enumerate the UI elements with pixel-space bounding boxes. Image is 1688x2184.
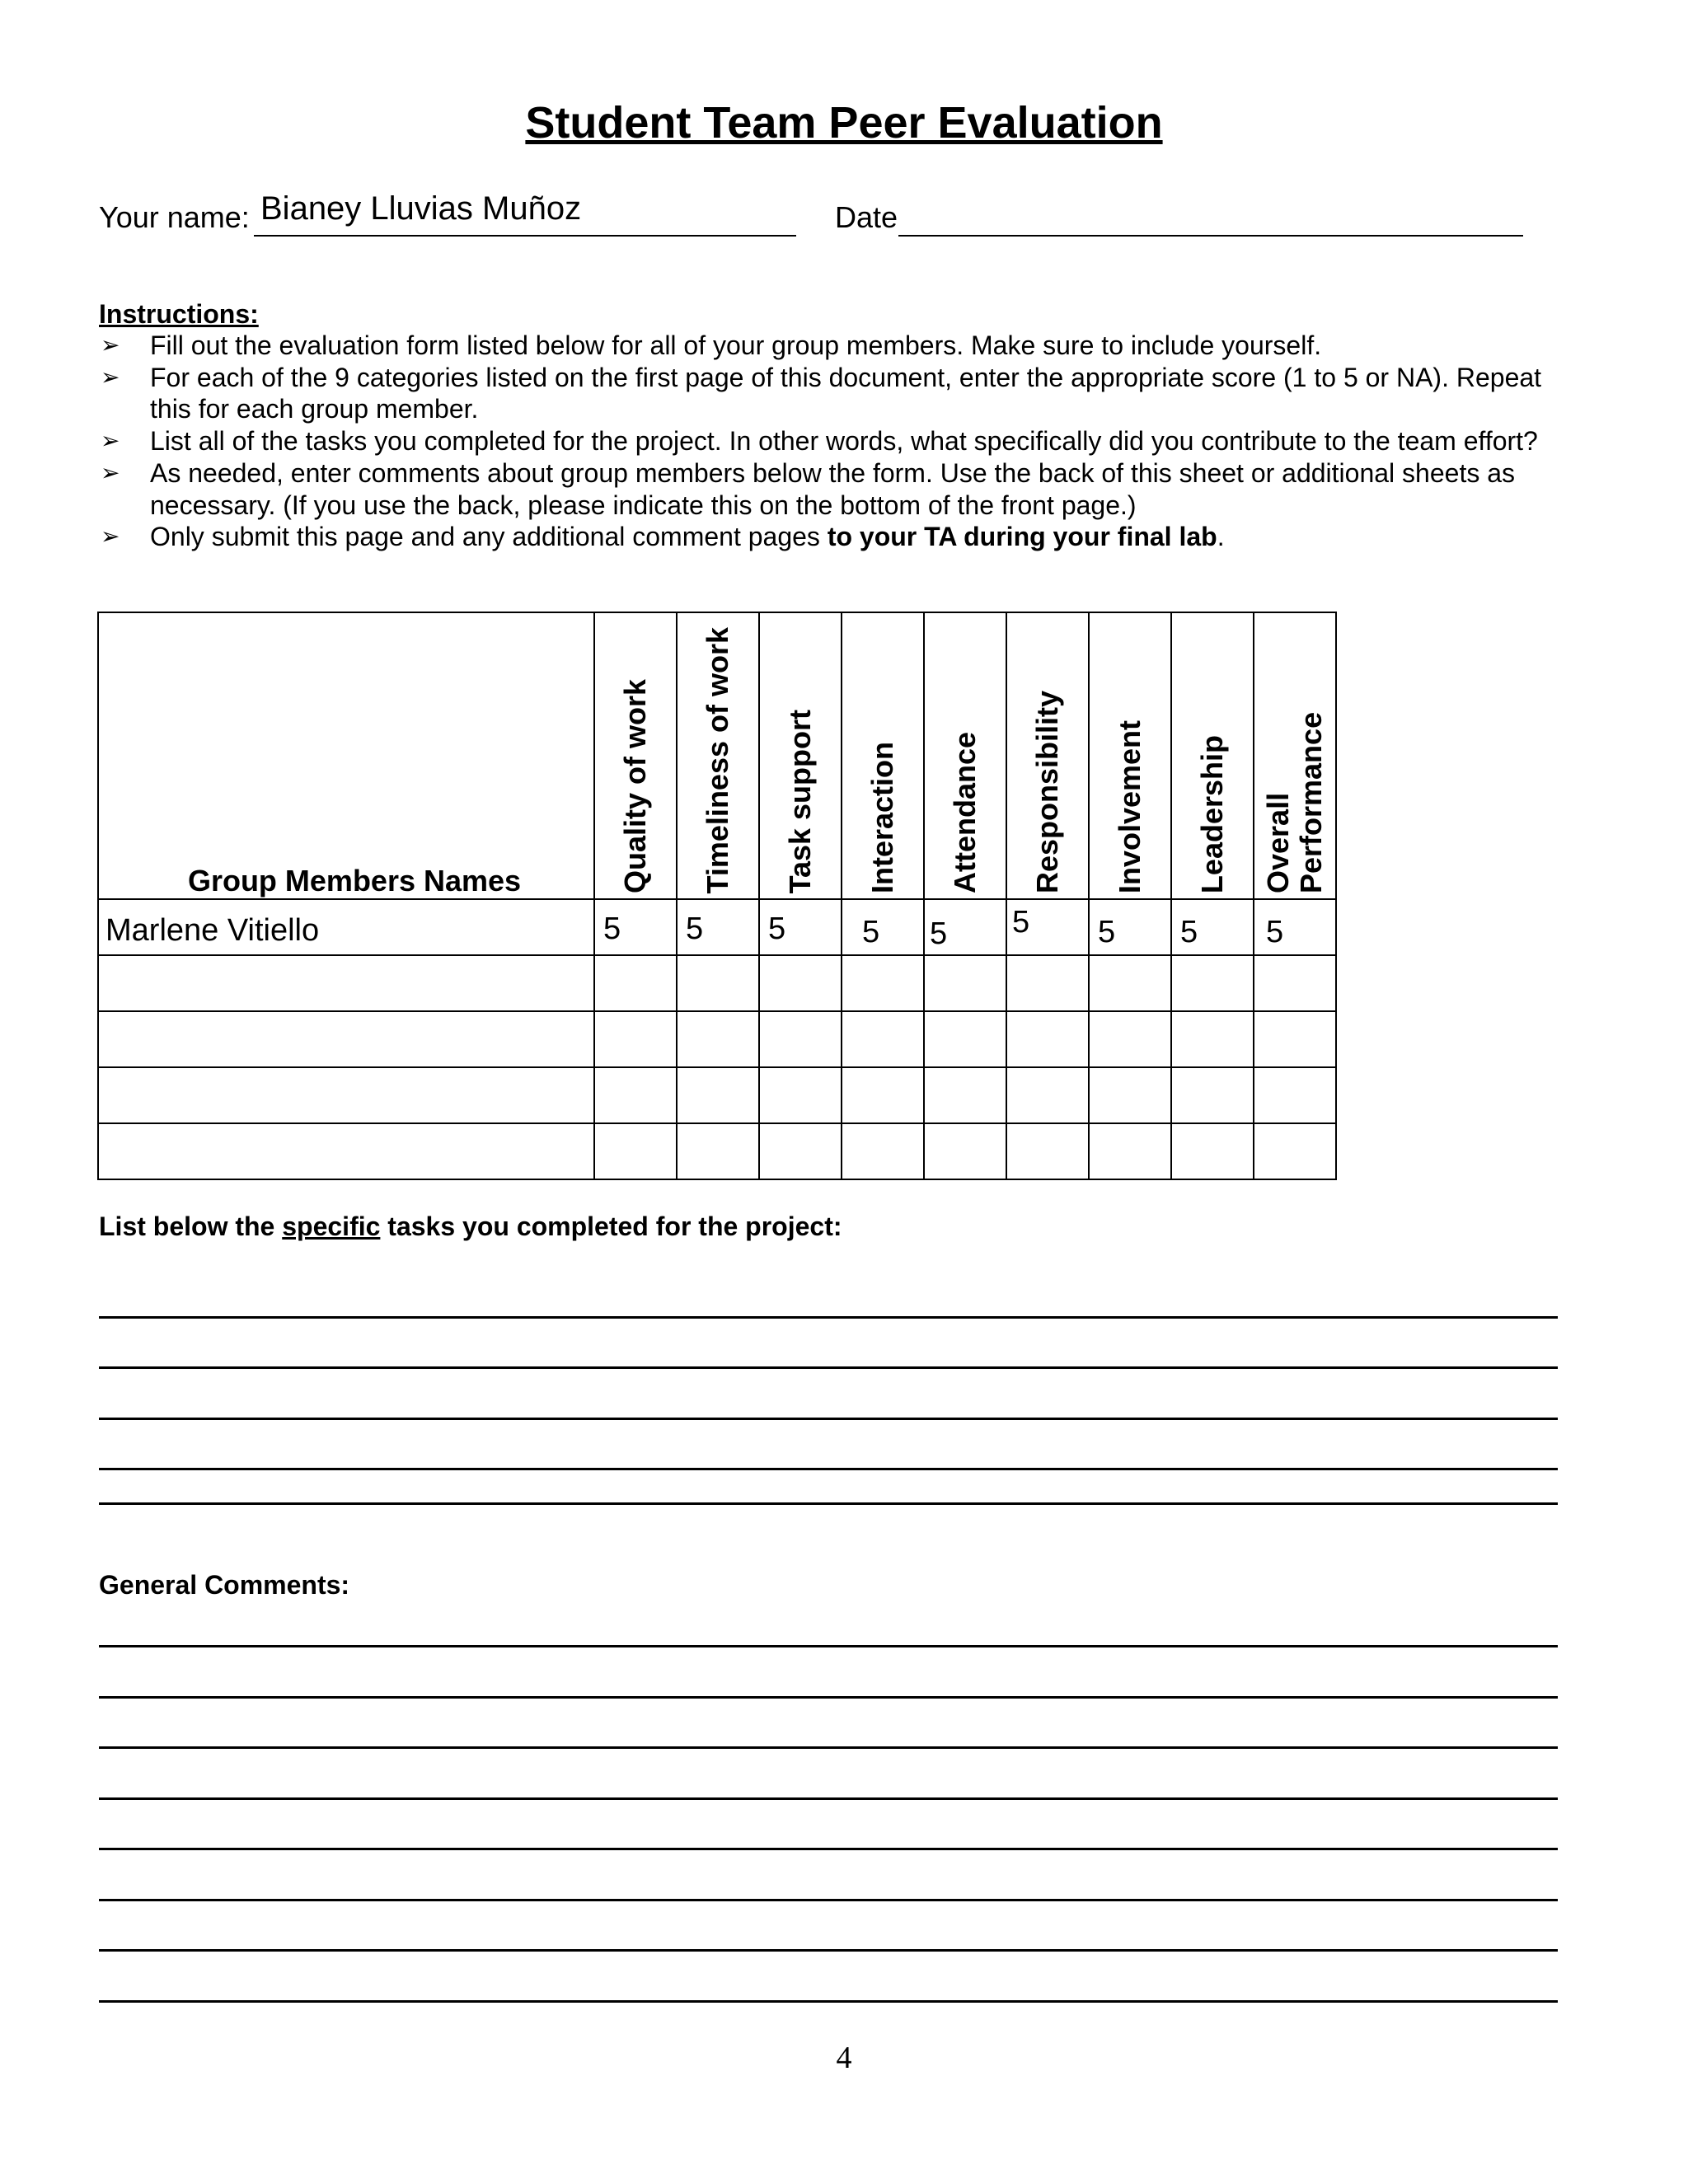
- score-value: 5: [603, 912, 621, 946]
- member-name-cell[interactable]: [98, 1067, 594, 1123]
- date-field[interactable]: [898, 235, 1523, 237]
- member-name-cell[interactable]: [98, 899, 594, 955]
- tasks-heading: [99, 1212, 842, 1242]
- instruction-item: [99, 425, 1582, 457]
- your-name-label: Your name:: [99, 200, 250, 234]
- member-name: Marlene Vitiello: [106, 913, 320, 948]
- criterion-header: [924, 612, 1006, 899]
- score-cell[interactable]: [924, 1123, 1006, 1179]
- page-number: 4: [836, 2041, 852, 2075]
- criterion-header: [594, 612, 677, 899]
- score-cell[interactable]: [924, 1067, 1006, 1123]
- score-value: 5: [1098, 915, 1116, 949]
- comments-entry-line[interactable]: [99, 1645, 1558, 1647]
- criterion-header: [842, 612, 924, 899]
- score-cell[interactable]: [1171, 1123, 1254, 1179]
- score-cell[interactable]: [594, 1011, 677, 1067]
- arrow-bullet-icon: ➢: [101, 363, 120, 390]
- table-header-row: [98, 612, 1336, 899]
- criterion-header: [677, 612, 759, 899]
- comments-entry-line[interactable]: [99, 2000, 1558, 2003]
- score-cell[interactable]: [842, 1067, 924, 1123]
- criterion-label: Overall Performance: [1261, 711, 1328, 893]
- date-label: Date: [835, 200, 898, 234]
- tasks-entry-line[interactable]: [99, 1418, 1558, 1420]
- score-cell[interactable]: [677, 955, 759, 1011]
- score-cell[interactable]: [677, 1011, 759, 1067]
- instructions-list: [99, 330, 1582, 553]
- score-cell[interactable]: [1254, 1011, 1336, 1067]
- table-row: [98, 1011, 1336, 1067]
- score-cell[interactable]: [759, 899, 842, 955]
- score-cell[interactable]: [759, 1123, 842, 1179]
- arrow-bullet-icon: ➢: [101, 459, 120, 485]
- score-cell[interactable]: [842, 955, 924, 1011]
- score-value: 5: [686, 912, 704, 946]
- score-cell[interactable]: [594, 955, 677, 1011]
- page-title: Student Team Peer Evaluation: [525, 98, 1163, 148]
- tasks-entry-line[interactable]: [99, 1502, 1558, 1505]
- instructions-heading: Instructions:: [99, 299, 259, 329]
- comments-entry-line[interactable]: [99, 1949, 1558, 1952]
- comments-entry-line[interactable]: [99, 1746, 1558, 1749]
- score-cell[interactable]: [924, 1011, 1006, 1067]
- score-cell[interactable]: [1254, 899, 1336, 955]
- criterion-header: [1254, 612, 1336, 899]
- your-name-field[interactable]: [254, 235, 796, 237]
- instruction-text: List all of the tasks you completed for the project. In other words, what specifically did you contribute to the team effort?: [150, 426, 1538, 457]
- peer-evaluation-table: [97, 612, 1337, 1180]
- score-cell[interactable]: [1171, 1067, 1254, 1123]
- score-cell[interactable]: [594, 1123, 677, 1179]
- score-value: 5: [768, 912, 786, 946]
- instruction-emphasis: to your TA during your final lab: [827, 522, 1217, 552]
- score-cell[interactable]: [842, 1123, 924, 1179]
- tasks-heading-start: List below the: [99, 1212, 283, 1241]
- comments-entry-line[interactable]: [99, 1899, 1558, 1901]
- table-row: [98, 1067, 1336, 1123]
- score-value: 5: [1012, 905, 1030, 940]
- member-name-cell[interactable]: [98, 955, 594, 1011]
- group-members-names-header: [98, 612, 594, 899]
- score-cell[interactable]: [677, 899, 759, 955]
- score-cell[interactable]: [1006, 1011, 1089, 1067]
- instruction-item: [99, 362, 1582, 425]
- score-cell[interactable]: [594, 1067, 677, 1123]
- tasks-entry-line[interactable]: [99, 1468, 1558, 1470]
- criterion-header: [1006, 612, 1089, 899]
- score-cell[interactable]: [924, 899, 1006, 955]
- tasks-heading-emphasis: specific: [282, 1212, 381, 1241]
- score-value: 5: [862, 915, 880, 949]
- group-members-names-label: Group Members Names: [187, 864, 522, 898]
- criterion-header: [1171, 612, 1254, 899]
- instruction-item: [99, 330, 1582, 362]
- score-cell[interactable]: [759, 1011, 842, 1067]
- instruction-text: Fill out the evaluation form listed below for all of your group members. Make sure to include yourself.: [150, 330, 1322, 360]
- tasks-heading-end: tasks you completed for the project:: [380, 1212, 842, 1241]
- score-cell[interactable]: [759, 955, 842, 1011]
- instruction-item: [99, 521, 1582, 553]
- criterion-header: [1089, 612, 1171, 899]
- arrow-bullet-icon: ➢: [101, 523, 120, 550]
- instruction-text-end: .: [1217, 522, 1225, 552]
- your-name-value: Bianey Lluvias Muñoz: [260, 190, 582, 227]
- instruction-text: As needed, enter comments about group members below the form. Use the back of this sheet or additional sheets as necessary. (If you use the back, please indicate this on the bottom of the front page.): [150, 457, 1516, 520]
- score-cell[interactable]: [594, 899, 677, 955]
- member-name-cell[interactable]: [98, 1123, 594, 1179]
- score-cell[interactable]: [677, 1123, 759, 1179]
- arrow-bullet-icon: ➢: [101, 332, 120, 358]
- comments-entry-line[interactable]: [99, 1848, 1558, 1850]
- score-cell[interactable]: [677, 1067, 759, 1123]
- score-cell[interactable]: [1089, 1123, 1171, 1179]
- score-cell[interactable]: [924, 955, 1006, 1011]
- tasks-entry-line[interactable]: [99, 1316, 1558, 1319]
- table-row: [98, 955, 1336, 1011]
- score-cell[interactable]: [1089, 955, 1171, 1011]
- table-row: [98, 899, 1336, 955]
- score-cell[interactable]: [1089, 1011, 1171, 1067]
- criterion-label: Task support: [783, 709, 817, 893]
- score-cell[interactable]: [1254, 1123, 1336, 1179]
- tasks-entry-line[interactable]: [99, 1366, 1558, 1369]
- comments-entry-line[interactable]: [99, 1696, 1558, 1699]
- criterion-label: Quality of work: [618, 678, 652, 893]
- score-value: 5: [1266, 915, 1284, 949]
- score-cell[interactable]: [1006, 1123, 1089, 1179]
- criterion-header: [759, 612, 842, 899]
- score-cell[interactable]: [759, 1067, 842, 1123]
- member-name-cell[interactable]: [98, 1011, 594, 1067]
- score-value: 5: [1180, 915, 1198, 949]
- criterion-label: Timeliness of work: [701, 626, 734, 893]
- instruction-text: For each of the 9 categories listed on the first page of this document, enter the appropriate score (1 to 5 or NA). Repeat this for each group member.: [150, 362, 1542, 424]
- criterion-label: Responsibility: [1030, 690, 1064, 893]
- score-cell[interactable]: [1006, 1067, 1089, 1123]
- score-cell[interactable]: [1171, 1011, 1254, 1067]
- comments-entry-line[interactable]: [99, 1797, 1558, 1800]
- score-cell[interactable]: [1254, 955, 1336, 1011]
- score-cell[interactable]: [842, 1011, 924, 1067]
- score-cell[interactable]: [1089, 1067, 1171, 1123]
- score-cell[interactable]: [1171, 899, 1254, 955]
- general-comments-heading: General Comments:: [99, 1570, 350, 1600]
- score-value: 5: [930, 916, 948, 951]
- table-row: [98, 1123, 1336, 1179]
- score-cell[interactable]: [1089, 899, 1171, 955]
- score-cell[interactable]: [842, 899, 924, 955]
- arrow-bullet-icon: ➢: [101, 428, 120, 454]
- instruction-text: Only submit this page and any additional comment pages: [150, 522, 828, 552]
- criterion-label: Interaction: [865, 741, 899, 893]
- score-cell[interactable]: [1254, 1067, 1336, 1123]
- criterion-label: Attendance: [948, 731, 982, 893]
- score-cell[interactable]: [1171, 955, 1254, 1011]
- score-cell[interactable]: [1006, 955, 1089, 1011]
- instruction-item: [99, 457, 1582, 521]
- score-cell[interactable]: [1006, 899, 1089, 955]
- criterion-label: Leadership: [1195, 734, 1229, 893]
- criterion-label: Involvement: [1113, 719, 1146, 893]
